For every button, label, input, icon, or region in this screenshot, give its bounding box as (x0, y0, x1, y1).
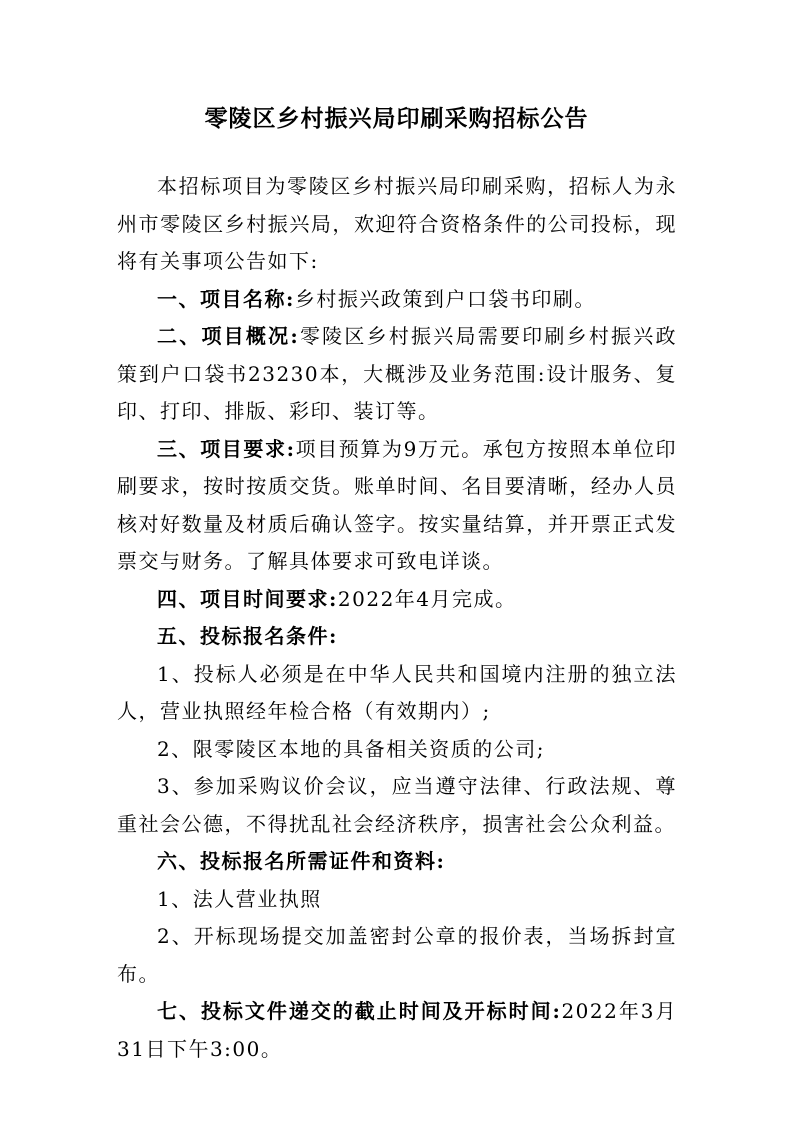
section-text: 2022年3月31日下午3:00。 (117, 999, 678, 1061)
list-item: 3、参加采购议价会议，应当遵守法律、行政法规、尊重社会公德，不得扰乱社会经济秩序，损害社会公众利益。 (117, 774, 677, 836)
list-item: 2、开标现场提交加盖密封公章的报价表，当场拆封宣布。 (117, 924, 677, 986)
list-item: 1、投标人必须是在中华人民共和国境内注册的独立法人，营业执照经年检合格（有效期内）; (117, 661, 677, 723)
page-title: 零陵区乡村振兴局印刷采购招标公告 (204, 105, 589, 132)
section-deadline (117, 993, 677, 1068)
section-project-overview (117, 318, 677, 431)
section-heading: 三、项目要求: (157, 436, 296, 461)
document-body (117, 168, 677, 1068)
section-required-documents-heading: 六、投标报名所需证件和资料: (157, 849, 446, 873)
intro-paragraph: 本招标项目为零陵区乡村振兴局印刷采购，招标人为永州市零陵区乡村振兴局，欢迎符合资格条件的公司投标，现将有关事项公告如下: (117, 174, 677, 273)
section-project-requirements (117, 431, 677, 581)
list-item: 2、限零陵区本地的具备相关资质的公司; (157, 736, 545, 761)
section-heading: 七、投标文件递交的截止时间及开标时间: (157, 999, 562, 1023)
list-item: 1、法人营业执照 (157, 886, 322, 911)
section-time-requirements (117, 581, 677, 619)
section-text: 2022年4月完成。 (337, 586, 517, 611)
section-bid-conditions-heading: 五、投标报名条件: (157, 624, 338, 648)
section-project-name (117, 281, 677, 319)
section-heading: 二、项目概况: (157, 324, 300, 348)
section-text: 项目预算为9万元。承包方按照本单位印刷要求，按时按质交货。账单时间、名目要清晰，经办人员核对好数量及材质后确认签字。按实量结算，并开票正式发票交与财务。了解具体要求可致电详谈。 (117, 436, 677, 573)
section-heading: 四、项目时间要求: (157, 586, 338, 611)
section-text: 乡村振兴政策到户口袋书印刷。 (294, 286, 596, 311)
section-text: 零陵区乡村振兴局需要印刷乡村振兴政策到户口袋书23230本，大概涉及业务范围:设计服务、复印、打印、排版、彩印、装订等。 (117, 324, 677, 423)
section-heading: 一、项目名称: (157, 286, 295, 311)
